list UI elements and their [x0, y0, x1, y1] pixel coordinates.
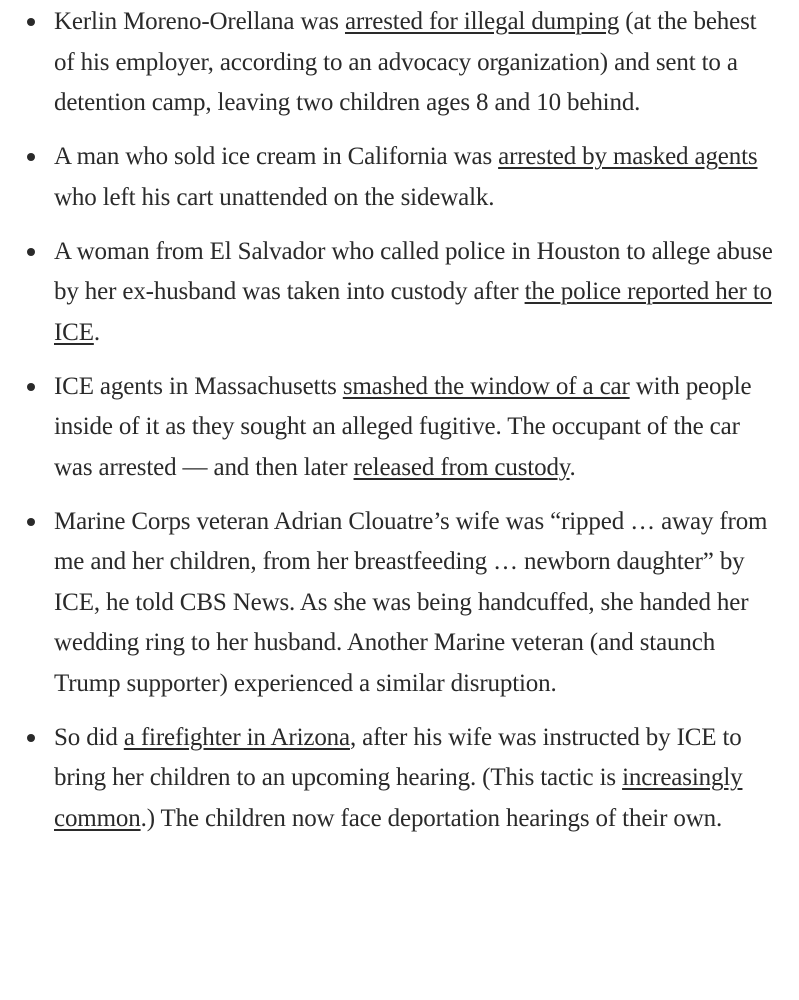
item-text: ICE agents in Massachusetts — [54, 372, 343, 400]
item-text: .) The children now face deportation hearings of their own. — [140, 804, 723, 832]
link-police-reported-her-to-ice[interactable]: the police reported her to ICE — [54, 278, 772, 346]
bullet-icon — [27, 18, 35, 26]
bullet-icon — [27, 248, 35, 256]
link-smashed-the-window-of-a-car[interactable]: smashed the window of a car — [342, 372, 630, 400]
item-text: (at the behest of his employer, according to an advocacy organization) and sent to a detention camp, leaving two children ages 8 and 10 behind. — [54, 8, 757, 116]
link-arrested-for-illegal-dumping[interactable]: arrested for illegal dumping — [344, 8, 620, 35]
list-item — [23, 367, 779, 489]
list-item — [23, 502, 779, 705]
item-text: . — [569, 453, 576, 481]
item-text: So did — [54, 723, 124, 751]
bullet-list — [23, 2, 779, 839]
list-item — [23, 718, 779, 840]
item-text: with people inside of it as they sought an alleged fugitive. The occupant of the car was arrested — and then later — [54, 372, 752, 481]
item-text: . — [93, 318, 100, 346]
bullet-icon — [27, 383, 35, 391]
link-arrested-by-masked-agents[interactable]: arrested by masked agents — [498, 143, 758, 170]
link-a-firefighter-in-arizona[interactable]: a firefighter in Arizona — [123, 723, 350, 751]
list-item — [23, 2, 779, 124]
link-increasingly-common[interactable]: increasingly common — [54, 764, 743, 832]
list-item — [23, 137, 779, 218]
bullet-icon — [27, 518, 35, 526]
link-released-from-custody[interactable]: released from custody — [353, 453, 570, 481]
item-text: who left his cart unattended on the sidewalk. — [54, 183, 495, 211]
list-item — [23, 232, 779, 354]
item-text: Kerlin Moreno-Orellana was — [54, 8, 345, 35]
item-text: Marine Corps veteran Adrian Clouatre’s wife was “ripped … away from me and her children, from her breastfeeding … newborn daughter” by ICE, he told CBS News. As she was being handcuffed, she handed her wedding ring to her husband. Another Marine veteran (and staunch Trump supporter) experienced a similar disruption. — [54, 507, 768, 697]
item-text: A woman from El Salvador who called police in Houston to allege abuse by her ex-husband was taken into custody after — [54, 237, 773, 305]
bullet-icon — [27, 153, 35, 161]
bullet-icon — [27, 734, 35, 742]
item-text: A man who sold ice cream in California was — [54, 143, 499, 170]
item-text: , after his wife was instructed by ICE to bring her children to an upcoming hearing. (This tactic is — [54, 723, 742, 791]
